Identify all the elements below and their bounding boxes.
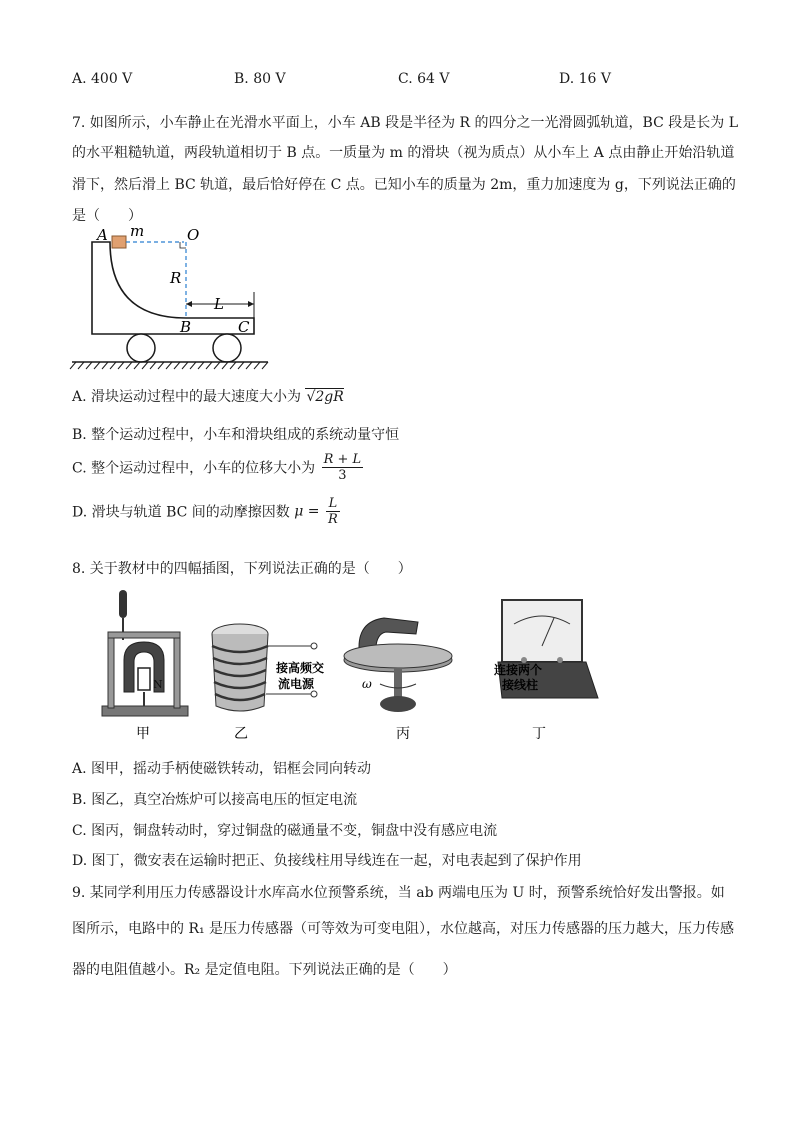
q8-option-a: A. 图甲，摇动手柄使磁铁转动，铝框会同向转动 bbox=[72, 761, 372, 777]
cart-body bbox=[92, 242, 254, 334]
q9-stem-line2: 图所示，电路中的 R₁ 是压力传感器（可等效为可变电阻），水位越高，对压力传感器的压力越大，压力传感 bbox=[72, 921, 735, 937]
label-yi-1: 接高频交 bbox=[276, 661, 325, 675]
q7-stem-line4: 是（ ） bbox=[72, 208, 142, 224]
caption-jia: 甲 bbox=[136, 726, 150, 742]
label-L: L bbox=[214, 295, 224, 313]
q7-option-c bbox=[72, 452, 363, 483]
q7-option-a-text: A. 滑块运动过程中的最大速度大小为 bbox=[72, 389, 302, 405]
figure-jia bbox=[102, 590, 188, 716]
q8-option-d: D. 图丁，微安表在运输时把正、负接线柱用导线连在一起，对电表起到了保护作用 bbox=[72, 853, 582, 869]
q7-cart-figure bbox=[68, 222, 288, 372]
label-O: O bbox=[187, 226, 200, 244]
prev-option-b: B. 80 V bbox=[234, 71, 286, 87]
figure-ding bbox=[494, 600, 598, 698]
prev-option-d: D. 16 V bbox=[559, 71, 612, 87]
label-ding-2: 接线柱 bbox=[502, 678, 539, 692]
q7-stem-line3: 滑下，然后滑上 BC 轨道，最后恰好停在 C 点。已知小车的质量为 2m，重力加速度为 g，下列说法正确的 bbox=[72, 177, 736, 193]
n-label: N bbox=[153, 678, 163, 691]
q7-option-d-mu: μ = bbox=[294, 503, 320, 520]
wheel-right bbox=[213, 334, 241, 362]
slider-block bbox=[112, 236, 126, 248]
omega-label: ω bbox=[362, 677, 372, 691]
caption-ding: 丁 bbox=[532, 726, 546, 742]
label-R: R bbox=[170, 269, 182, 287]
label-m: m bbox=[130, 222, 145, 240]
figure-bing bbox=[344, 618, 452, 712]
q8-figures bbox=[98, 588, 628, 748]
frac-denominator: 3 bbox=[338, 468, 347, 483]
q7-stem-line2: 的水平粗糙轨道，两段轨道相切于 B 点。一质量为 m 的滑块（视为质点）从小车上 A 点由静止开始沿轨道 bbox=[72, 145, 735, 161]
prev-option-a: A. 400 V bbox=[72, 71, 133, 87]
label-A: A bbox=[97, 226, 108, 244]
q7-option-c-text: C. 整个运动过程中，小车的位移大小为 bbox=[72, 460, 316, 477]
q8-stem: 8. 关于教材中的四幅插图，下列说法正确的是（ ） bbox=[72, 561, 412, 577]
label-yi-2: 流电源 bbox=[278, 677, 315, 691]
wheel-left bbox=[127, 334, 155, 362]
q7-option-a-formula: √2gR bbox=[306, 389, 344, 405]
caption-yi: 乙 bbox=[234, 726, 248, 742]
q7-option-a bbox=[72, 386, 344, 406]
q8-option-b: B. 图乙，真空冶炼炉可以接高电压的恒定电流 bbox=[72, 792, 358, 808]
q9-stem-line3: 器的电阻值越小。R₂ 是定值电阻。下列说法正确的是（ ） bbox=[72, 962, 457, 978]
q7-option-c-fraction bbox=[322, 452, 364, 483]
caption-bing: 丙 bbox=[396, 726, 410, 742]
figure-yi bbox=[212, 624, 324, 711]
label-C: C bbox=[238, 318, 250, 336]
q7-option-b: B. 整个运动过程中，小车和滑块组成的系统动量守恒 bbox=[72, 427, 400, 443]
q7-option-d-text: D. 滑块与轨道 BC 间的动摩擦因数 bbox=[72, 504, 290, 521]
q7-option-d bbox=[72, 496, 340, 527]
label-ding-1: 连接两个 bbox=[494, 663, 543, 677]
q7-stem-line1: 7. 如图所示，小车静止在光滑水平面上，小车 AB 段是半径为 R 的四分之一光滑圆弧轨道，BC 段是长为 L bbox=[72, 115, 739, 131]
label-B: B bbox=[180, 318, 192, 336]
q8-option-c: C. 图丙，铜盘转动时，穿过铜盘的磁通量不变，铜盘中没有感应电流 bbox=[72, 823, 498, 839]
frac-numerator: L bbox=[326, 496, 340, 512]
q7-option-d-fraction bbox=[326, 496, 340, 527]
frac-numerator: R + L bbox=[323, 452, 362, 467]
q9-stem-line1: 9. 某同学利用压力传感器设计水库高水位预警系统，当 ab 两端电压为 U 时，预警系统恰好发出警报。如 bbox=[72, 885, 725, 901]
frac-denominator: R bbox=[327, 512, 338, 527]
prev-option-c: C. 64 V bbox=[398, 71, 450, 87]
